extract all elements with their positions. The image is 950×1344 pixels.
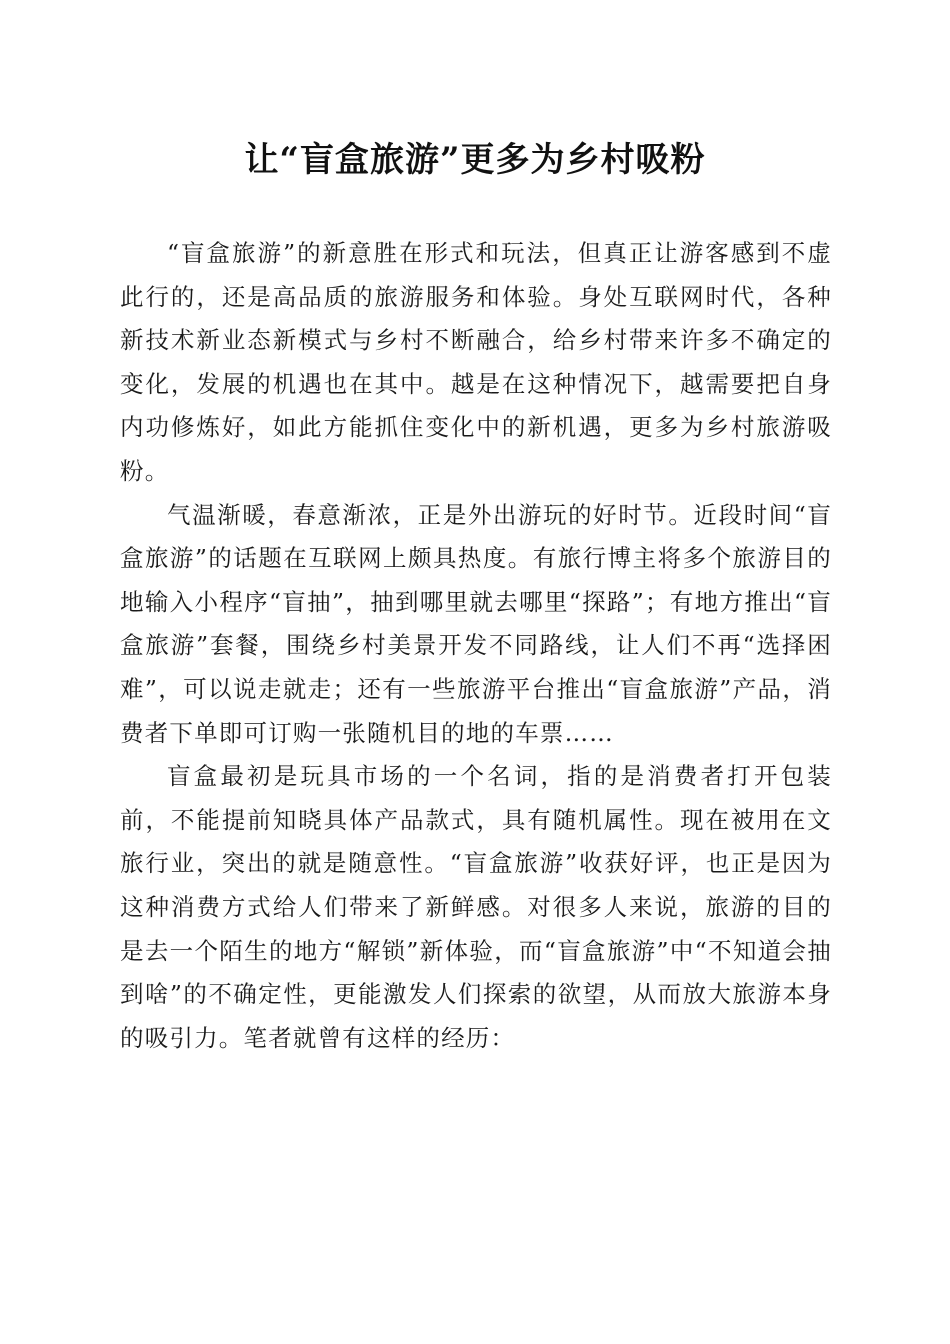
document-body <box>120 232 832 1060</box>
document-title: 让“盲盒旅游”更多为乡村吸粉 <box>244 140 706 180</box>
paragraph-3: 盲盒最初是玩具市场的一个名词，指的是消费者打开包装前，不能提前知晓具体产品款式，具有随机属性。现在被用在文旅行业，突出的就是随意性。“盲盒旅游”收获好评，也正是因为这种消费方式给人们带来了新鲜感。对很多人来说，旅游的目的是去一个陌生的地方“解锁”新体验，而“盲盒旅游”中“不知道会抽到啥”的不确定性，更能激发人们探索的欲望，从而放大旅游本身的吸引力。笔者就曾有这样的经历： <box>120 762 832 1052</box>
paragraph-1: “盲盒旅游”的新意胜在形式和玩法，但真正让游客感到不虚此行的，还是高品质的旅游服务和体验。身处互联网时代，各种新技术新业态新模式与乡村不断融合，给乡村带来许多不确定的变化，发展的机遇也在其中。越是在这种情况下，越需要把自身内功修炼好，如此方能抓住变化中的新机遇，更多为乡村旅游吸粉。 <box>120 239 832 485</box>
paragraph-2: 气温渐暖，春意渐浓，正是外出游玩的好时节。近段时间“盲盒旅游”的话题在互联网上颇具热度。有旅行博主将多个旅游目的地输入小程序“盲抽”，抽到哪里就去哪里“探路”；有地方推出“盲盒旅游”套餐，围绕乡村美景开发不同路线，让人们不再“选择困难”，可以说走就走；还有一些旅游平台推出“盲盒旅游”产品，消费者下单即可订购一张随机目的地的车票…… <box>120 500 832 747</box>
